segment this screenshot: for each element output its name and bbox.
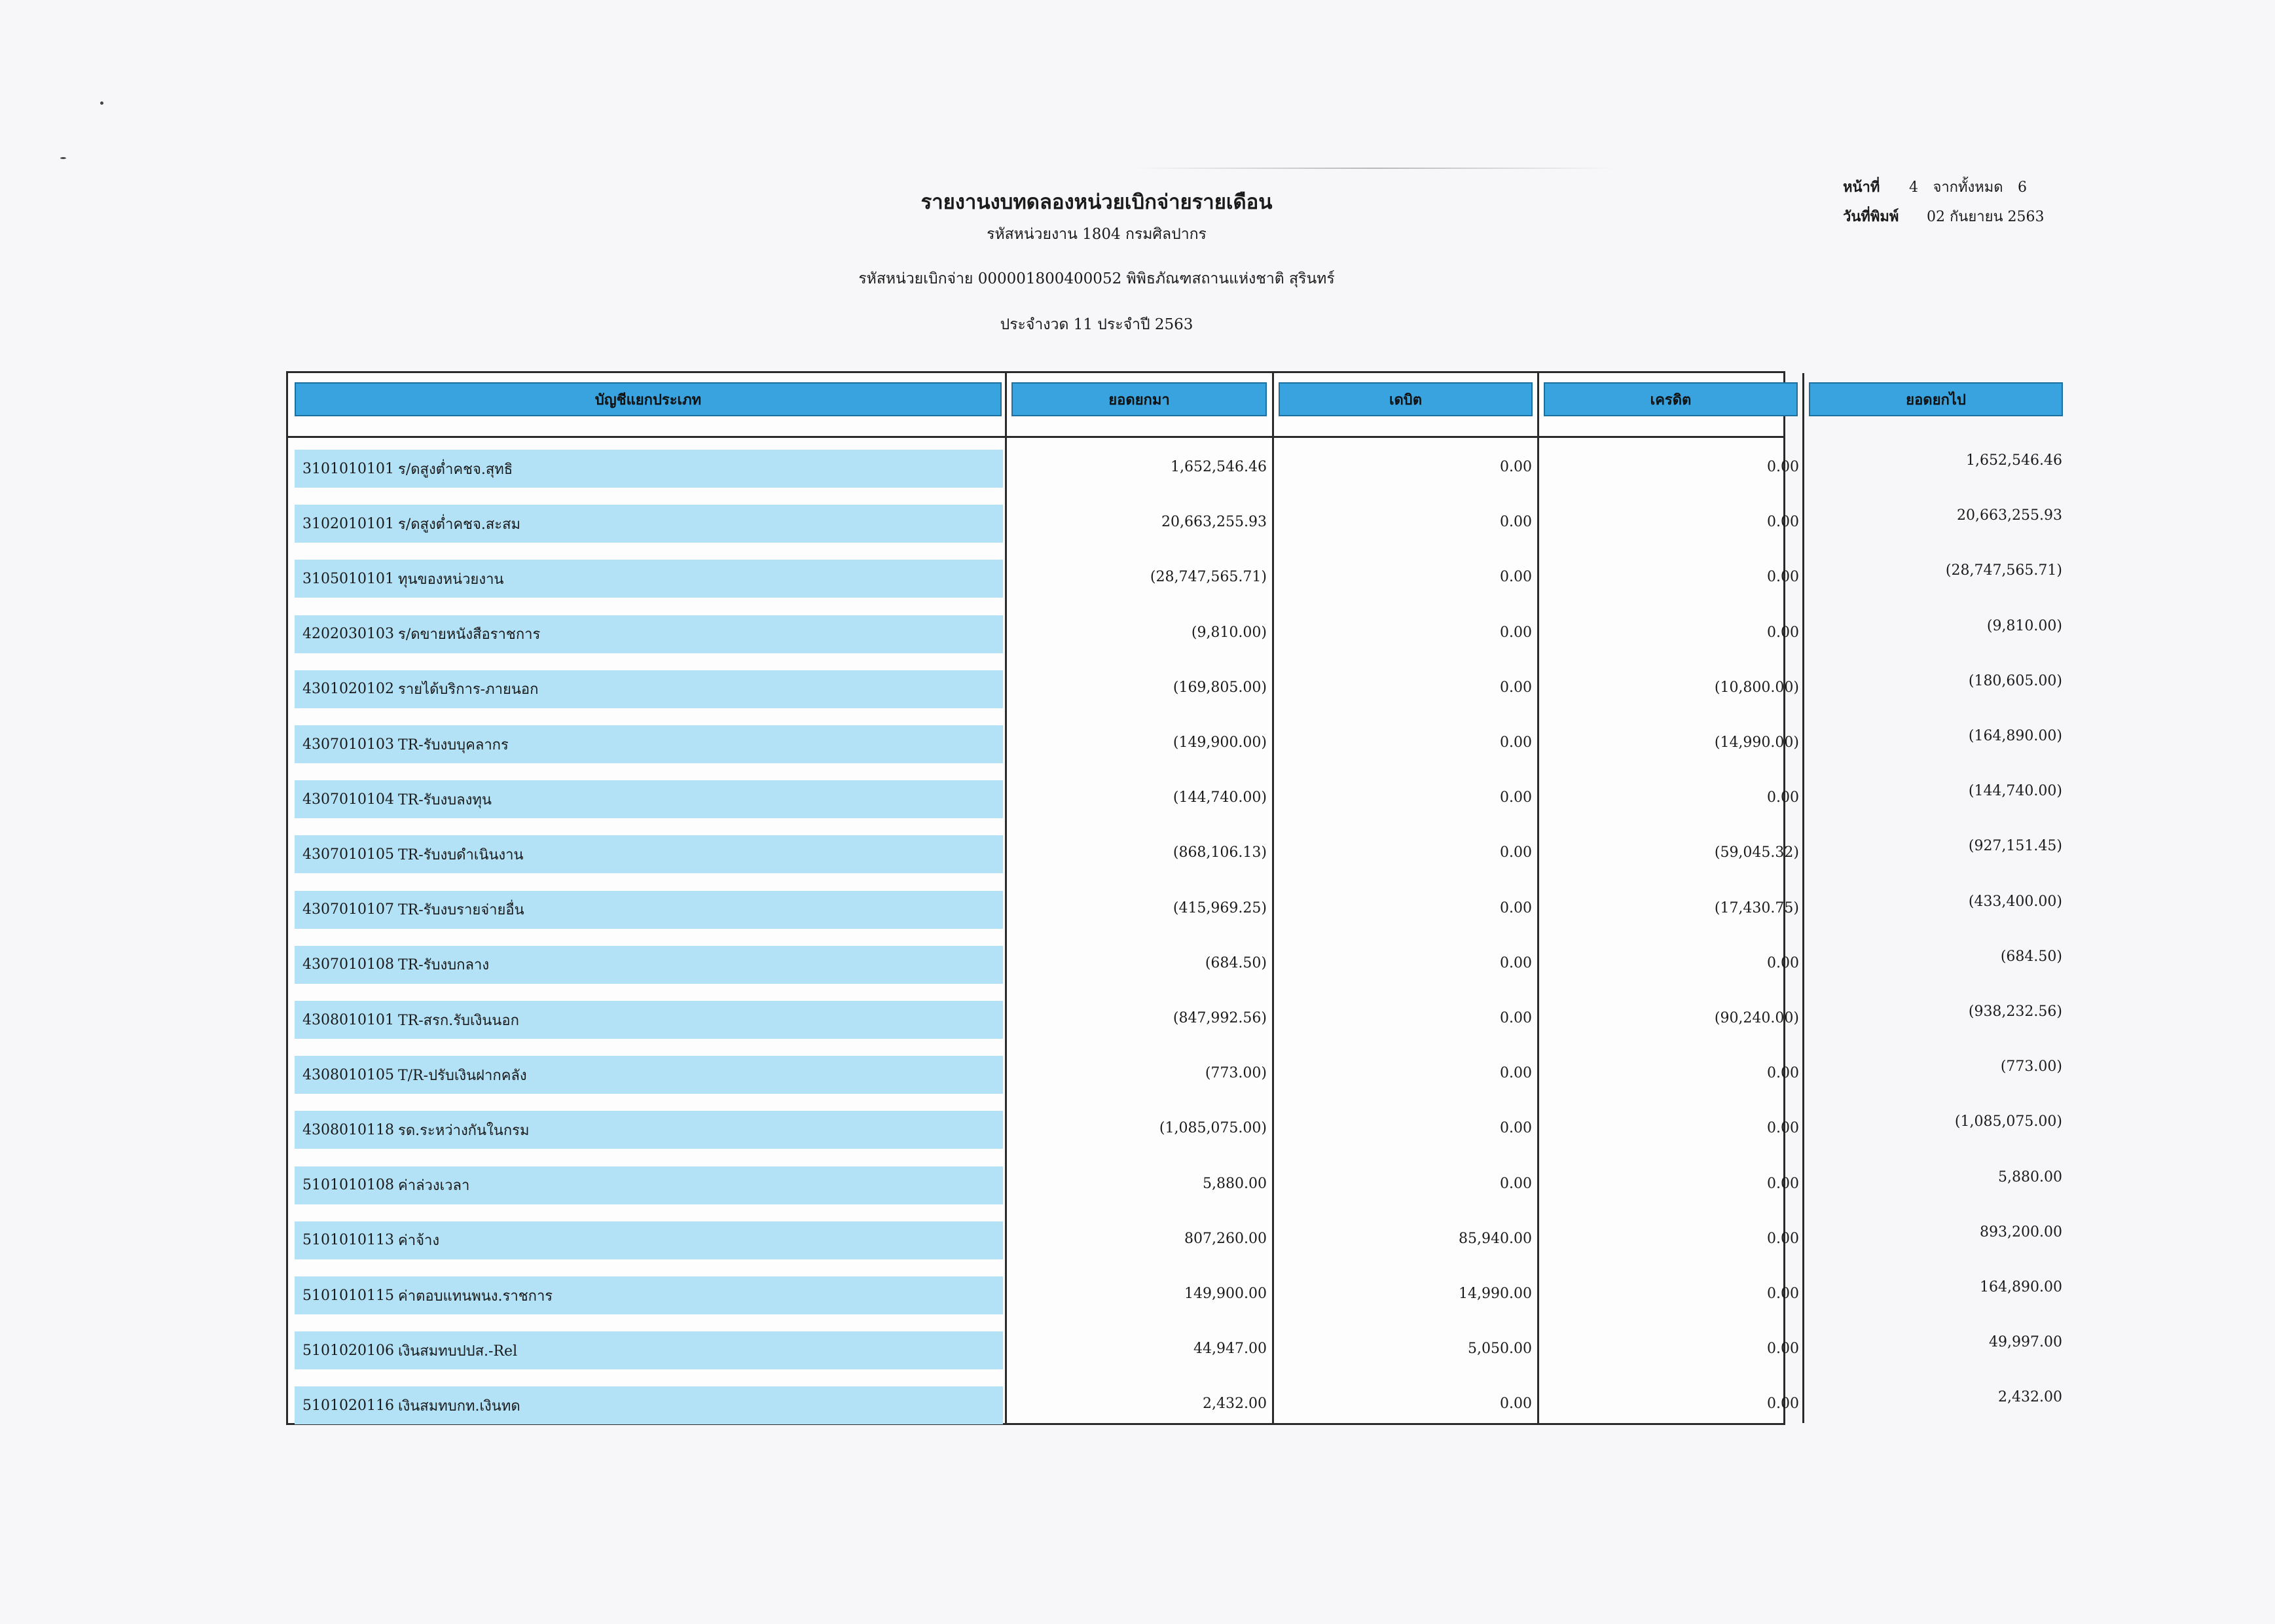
- credit-amount: (17,430.75): [1714, 899, 1799, 916]
- table-row: [288, 780, 2062, 818]
- table-row: [288, 835, 2062, 873]
- debit-amount: 0.00: [1500, 679, 1532, 696]
- account-name: ค่าล่วงเวลา: [398, 1178, 470, 1195]
- trial-balance-table: [286, 371, 2062, 1425]
- account-cell: [295, 835, 1003, 873]
- scan-speck: [60, 157, 66, 159]
- closing-balance: (164,890.00): [1968, 728, 2062, 744]
- debit-amount: 0.00: [1500, 459, 1532, 475]
- table-row: [288, 560, 2062, 598]
- closing-balance: (684.50): [2000, 948, 2062, 965]
- column-header-closing: ยอดยกไป: [1809, 382, 2063, 416]
- credit-amount: (14,990.00): [1714, 734, 1799, 751]
- debit-amount: 0.00: [1500, 1175, 1532, 1192]
- account-name: TR-รับงบรายจ่ายอื่น: [398, 902, 524, 919]
- table-row: [288, 1111, 2062, 1149]
- table-row: [288, 1331, 2062, 1369]
- account-code: 3101010101: [302, 460, 394, 477]
- table-row: [288, 615, 2062, 653]
- account-cell: [295, 505, 1003, 543]
- total-pages: 6: [2018, 179, 2027, 196]
- table-row: [288, 450, 2062, 488]
- print-date-label: วันที่พิมพ์: [1843, 208, 1899, 225]
- account-code: 4308010118: [302, 1121, 394, 1138]
- account-cell: [295, 946, 1003, 984]
- credit-amount: 0.00: [1767, 789, 1799, 806]
- total-pages-label: จากทั้งหมด: [1933, 179, 2003, 196]
- opening-balance: (684.50): [1205, 954, 1267, 971]
- credit-amount: 0.00: [1767, 514, 1799, 531]
- closing-balance: 164,890.00: [1980, 1279, 2062, 1295]
- account-cell: [295, 450, 1003, 488]
- account-code: 4301020102: [302, 681, 394, 698]
- debit-amount: 5,050.00: [1468, 1341, 1532, 1358]
- closing-balance: (9,810.00): [1986, 617, 2062, 634]
- opening-balance: (1,085,075.00): [1159, 1120, 1267, 1137]
- account-cell: [295, 1111, 1003, 1149]
- page-number: 4: [1909, 179, 1918, 196]
- debit-amount: 0.00: [1500, 1120, 1532, 1137]
- credit-amount: 0.00: [1767, 1120, 1799, 1137]
- account-code: 4308010101: [302, 1011, 394, 1028]
- opening-balance: (9,810.00): [1191, 624, 1267, 641]
- closing-balance: (28,747,565.71): [1945, 562, 2062, 579]
- account-cell: [295, 1166, 1003, 1204]
- account-cell: [295, 615, 1003, 653]
- account-code: 4307010104: [302, 791, 394, 808]
- closing-balance: 893,200.00: [1980, 1223, 2062, 1240]
- account-cell: [295, 891, 1003, 929]
- account-code: 5101020116: [302, 1397, 394, 1414]
- account-cell: [295, 1056, 1003, 1094]
- closing-balance: (433,400.00): [1968, 893, 2062, 910]
- opening-balance: (415,969.25): [1173, 899, 1267, 916]
- opening-balance: (847,992.56): [1173, 1010, 1267, 1026]
- credit-amount: 0.00: [1767, 1341, 1799, 1358]
- table-row: [288, 725, 2062, 763]
- account-code: 5101020106: [302, 1342, 394, 1359]
- header-divider: [288, 436, 1783, 438]
- opening-balance: (169,805.00): [1173, 679, 1267, 696]
- opening-balance: (144,740.00): [1173, 789, 1267, 806]
- account-name: ร/ดสูงต่ำคชจ.สุทธิ: [398, 461, 513, 478]
- account-code: 4307010107: [302, 901, 394, 918]
- credit-amount: 0.00: [1767, 1175, 1799, 1192]
- account-code: 4307010108: [302, 956, 394, 973]
- department-line: รหัสหน่วยงาน 1804 กรมศิลปากร: [987, 226, 1207, 243]
- print-date: [1843, 205, 2045, 228]
- account-cell: [295, 1386, 1003, 1424]
- table-row: [288, 1221, 2062, 1259]
- page-indicator: [1843, 175, 2035, 198]
- closing-balance: (1,085,075.00): [1954, 1113, 2062, 1130]
- credit-amount: 0.00: [1767, 459, 1799, 475]
- account-code: 3102010101: [302, 515, 394, 532]
- credit-amount: 0.00: [1767, 954, 1799, 971]
- debit-amount: 0.00: [1500, 954, 1532, 971]
- table-row: [288, 1386, 2062, 1424]
- closing-balance: 49,997.00: [1989, 1334, 2062, 1351]
- account-cell: [295, 725, 1003, 763]
- credit-amount: 0.00: [1767, 1286, 1799, 1302]
- account-name: ทุนของหน่วยงาน: [398, 571, 504, 588]
- opening-balance: 2,432.00: [1203, 1396, 1267, 1413]
- account-code: 4202030103: [302, 626, 394, 643]
- account-cell: [295, 1331, 1003, 1369]
- account-code: 4308010105: [302, 1066, 394, 1083]
- closing-balance: (927,151.45): [1968, 838, 2062, 855]
- column-header-account: บัญชีแยกประเภท: [295, 382, 1002, 416]
- account-code: 5101010108: [302, 1177, 394, 1194]
- scan-speck: [100, 101, 103, 105]
- account-name: TR-รับงบบุคลากร: [398, 736, 509, 753]
- disbursing-unit-line: รหัสหน่วยเบิกจ่าย 000001800400052 พิพิธภัณฑสถานแห่งชาติ สุรินทร์: [858, 270, 1335, 287]
- opening-balance: (868,106.13): [1173, 844, 1267, 861]
- scan-artifact-line: [1133, 168, 1617, 169]
- closing-balance: 1,652,546.46: [1966, 452, 2062, 469]
- account-code: 5101010115: [302, 1287, 394, 1304]
- account-code: 5101010113: [302, 1232, 394, 1249]
- column-header-credit: เครดิต: [1544, 382, 1798, 416]
- debit-amount: 0.00: [1500, 514, 1532, 531]
- opening-balance: 149,900.00: [1184, 1286, 1267, 1302]
- account-cell: [295, 560, 1003, 598]
- closing-balance: (180,605.00): [1968, 672, 2062, 689]
- account-name: ค่าตอบแทนพนง.ราชการ: [398, 1288, 553, 1305]
- account-name: TR-รับงบกลาง: [398, 957, 490, 974]
- account-name: TR-สรก.รับเงินนอก: [398, 1012, 519, 1029]
- closing-balance: (144,740.00): [1968, 783, 2062, 800]
- table-row: [288, 1166, 2062, 1204]
- table-row: [288, 1276, 2062, 1314]
- report-title: รายงานงบทดลองหน่วยเบิกจ่ายรายเดือน: [920, 190, 1273, 214]
- closing-balance: 5,880.00: [1998, 1168, 2062, 1185]
- debit-amount: 0.00: [1500, 1396, 1532, 1413]
- opening-balance: 1,652,546.46: [1171, 459, 1267, 475]
- account-name: รายได้บริการ-ภายนอก: [398, 681, 539, 698]
- credit-amount: (10,800.00): [1714, 679, 1799, 696]
- debit-amount: 0.00: [1500, 624, 1532, 641]
- account-cell: [295, 780, 1003, 818]
- debit-amount: 14,990.00: [1459, 1286, 1532, 1302]
- opening-balance: 807,260.00: [1184, 1230, 1267, 1247]
- credit-amount: 0.00: [1767, 624, 1799, 641]
- debit-amount: 0.00: [1500, 1010, 1532, 1026]
- account-cell: [295, 1221, 1003, 1259]
- account-cell: [295, 1001, 1003, 1039]
- table-row: [288, 946, 2062, 984]
- account-cell: [295, 1276, 1003, 1314]
- debit-amount: 0.00: [1500, 789, 1532, 806]
- debit-amount: 85,940.00: [1459, 1230, 1532, 1247]
- debit-amount: 0.00: [1500, 844, 1532, 861]
- account-code: 4307010103: [302, 736, 394, 753]
- table-row: [288, 505, 2062, 543]
- debit-amount: 0.00: [1500, 569, 1532, 586]
- opening-balance: (28,747,565.71): [1150, 569, 1267, 586]
- opening-balance: 5,880.00: [1203, 1175, 1267, 1192]
- table-row: [288, 891, 2062, 929]
- credit-amount: 0.00: [1767, 1396, 1799, 1413]
- credit-amount: 0.00: [1767, 1065, 1799, 1082]
- account-code: 4307010105: [302, 846, 394, 863]
- credit-amount: 0.00: [1767, 1230, 1799, 1247]
- account-name: เงินสมทบกท.เงินทด: [398, 1398, 520, 1415]
- debit-amount: 0.00: [1500, 899, 1532, 916]
- closing-balance: (773.00): [2000, 1058, 2062, 1075]
- account-name: ค่าจ้าง: [398, 1233, 440, 1250]
- debit-amount: 0.00: [1500, 734, 1532, 751]
- opening-balance: 44,947.00: [1193, 1341, 1267, 1358]
- account-name: รด.ระหว่างกันในกรม: [398, 1122, 530, 1139]
- account-code: 3105010101: [302, 570, 394, 587]
- table-row: [288, 670, 2062, 708]
- credit-amount: (90,240.00): [1714, 1010, 1799, 1026]
- period-line: ประจำงวด 11 ประจำปี 2563: [1000, 316, 1193, 333]
- table-row: [288, 1001, 2062, 1039]
- account-name: TR-รับงบลงทุน: [398, 791, 492, 808]
- account-name: TR-รับงบดำเนินงาน: [398, 846, 524, 863]
- closing-balance: 2,432.00: [1998, 1389, 2062, 1406]
- opening-balance: (149,900.00): [1173, 734, 1267, 751]
- account-name: ร/ดสูงต่ำคชจ.สะสม: [398, 516, 521, 533]
- credit-amount: 0.00: [1767, 569, 1799, 586]
- table-row: [288, 1056, 2062, 1094]
- account-name: T/R-ปรับเงินฝากคลัง: [398, 1067, 527, 1084]
- column-header-opening: ยอดยกมา: [1011, 382, 1267, 416]
- closing-balance: 20,663,255.93: [1957, 507, 2062, 524]
- account-cell: [295, 670, 1003, 708]
- debit-amount: 0.00: [1500, 1065, 1532, 1082]
- credit-amount: (59,045.32): [1714, 844, 1799, 861]
- column-divider: [1802, 373, 1804, 1423]
- page-label: หน้าที่: [1843, 179, 1880, 196]
- account-name: ร/ดขายหนังสือราชการ: [398, 626, 541, 643]
- column-header-debit: เดบิต: [1279, 382, 1533, 416]
- opening-balance: (773.00): [1205, 1065, 1267, 1082]
- closing-balance: (938,232.56): [1968, 1003, 2062, 1020]
- opening-balance: 20,663,255.93: [1161, 514, 1267, 531]
- account-name: เงินสมทบปปส.-Rel: [398, 1343, 518, 1360]
- print-date-value: 02 กันยายน 2563: [1927, 209, 2045, 225]
